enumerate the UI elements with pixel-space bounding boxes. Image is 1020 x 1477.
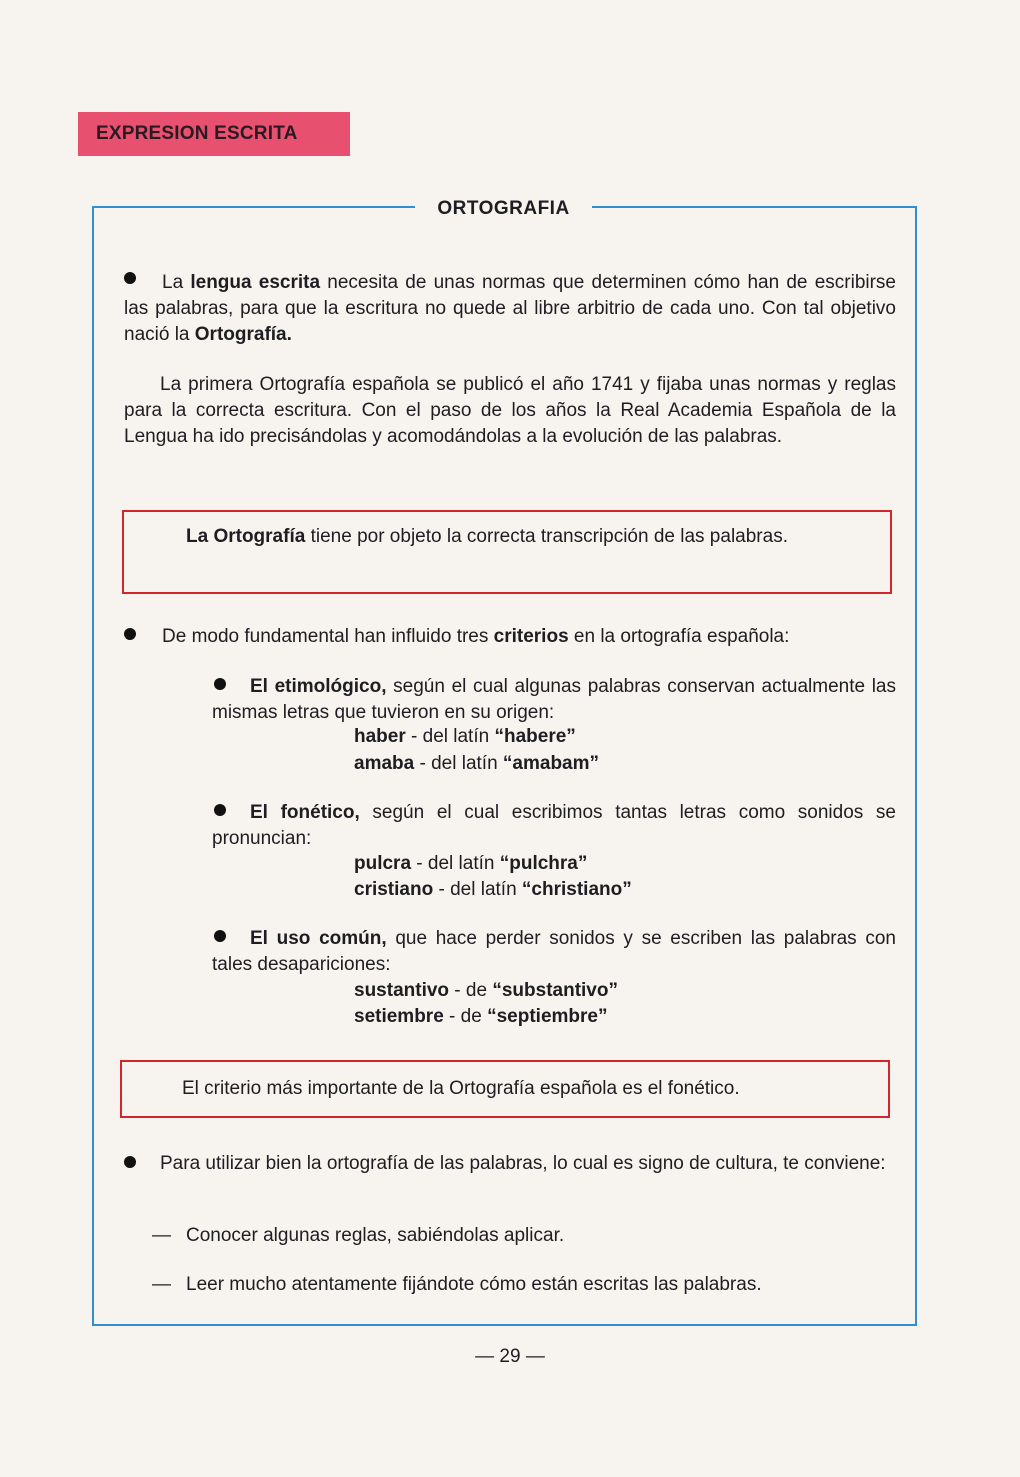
criterion-fonetico-desc: según el cual escribimos tantas letras como sonidos se pronuncian: [212,802,896,849]
advice-dash-1: — [152,1225,171,1246]
key-fact-text: El criterio más importante de la Ortografía española es el fonético. [182,1078,740,1099]
example-source: “amabam” [502,753,600,774]
example-cristiano [354,877,632,903]
advice-intro: Para utilizar bien la ortografía de las palabras, lo cual es signo de cultura, te conviene: [160,1153,886,1174]
example-pulcra [354,851,587,877]
criterion-fonetico [212,800,896,852]
example-sep: - del latín [433,879,522,900]
example-source: “septiembre” [487,1006,608,1027]
example-source: “christiano” [521,879,632,900]
example-amaba [354,751,599,777]
history-paragraph: La primera Ortografía española se publicó el año 1741 y fijaba unas normas y reglas para la correcta escritura. Con el paso de los años la Real Academia Española de la Lengua ha ido precisándolas y acomodándolas a la evolución de las palabras. [124,374,896,447]
criterion-fonetico-name: El fonético, [250,802,360,823]
criterion-uso-comun-name: El uso común, [250,928,387,949]
definition-rest: tiene por objeto la correcta transcripción de las palabras. [305,526,788,547]
example-word: cristiano [354,879,434,900]
bullet-criteria [124,628,136,640]
advice-item-1: Conocer algunas reglas, sabiéndolas aplicar. [186,1225,565,1246]
intro-bold-ortografia: Ortografía. [194,324,292,345]
example-word: pulcra [354,853,412,874]
definition-box [122,510,892,594]
criteria-intro-bold: criterios [493,626,569,647]
definition-bold: La Ortografía [186,526,306,547]
criterion-etimologico-desc: según el cual algunas palabras conservan actualmente las mismas letras que tuvieron en su origen: [212,676,896,723]
section-tag-label: EXPRESION ESCRITA [96,123,298,144]
example-word: setiembre [354,1006,444,1027]
criteria-intro [162,624,902,650]
example-sep: - de [443,1006,488,1027]
example-word: amaba [354,753,415,774]
example-sep: - del latín [411,853,500,874]
criteria-intro-post: en la ortografía española: [568,626,790,647]
example-source: “substantivo” [492,980,618,1001]
example-setiembre [354,1004,607,1030]
example-word: haber [354,726,406,747]
intro-paragraph [124,270,896,348]
page-number: — 29 — [475,1346,545,1367]
example-sustantivo [354,978,618,1004]
criterion-etimologico-name: El etimológico, [250,676,387,697]
example-source: “pulchra” [499,853,588,874]
example-haber [354,724,576,750]
page-title: ORTOGRAFIA [437,198,570,219]
example-source: “habere” [494,726,576,747]
criterion-uso-comun-desc: que hace perder sonidos y se escriben las palabras con tales desapariciones: [212,928,896,975]
example-word: sustantivo [354,980,450,1001]
example-sep: - de [449,980,493,1001]
intro-text-pre: La [162,272,191,293]
advice-dash-2: — [152,1274,171,1295]
advice-item-2: Leer mucho atentamente fijándote cómo están escritas las palabras. [186,1274,762,1295]
criterion-uso-comun [212,926,896,978]
intro-bold-lengua: lengua escrita [190,272,321,293]
example-sep: - del latín [405,726,495,747]
section-tag [78,112,350,156]
intro-text-mid: necesita de unas normas que determinen cómo han de escribirse las palabras, para que la escritura no quede al libre arbitrio de cada uno. Con tal objetivo nació la [124,272,896,345]
definition-text [152,524,864,550]
criterion-etimologico [212,674,896,726]
criteria-intro-pre: De modo fundamental han influido tres [162,626,494,647]
example-sep: - del latín [414,753,503,774]
